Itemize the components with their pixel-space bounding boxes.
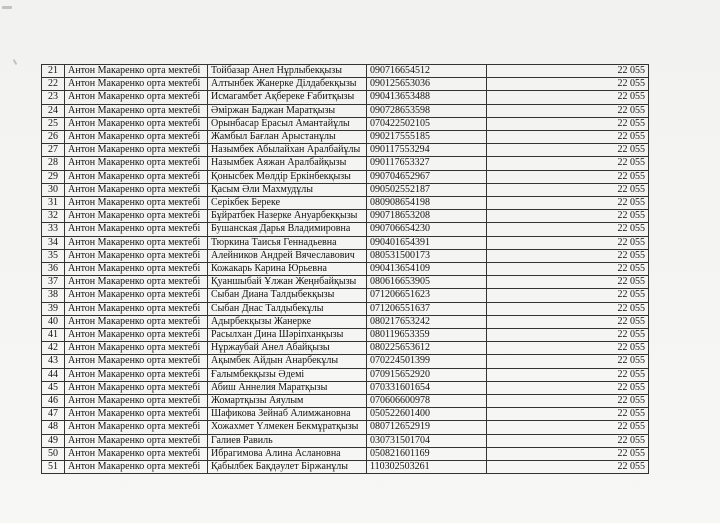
iin-cell: 070331601654 (367, 381, 487, 394)
student-name-cell: Жамбыл Бағлан Арыстанұлы (208, 131, 367, 144)
iin-cell: 080119653359 (367, 329, 487, 342)
iin-cell: 090718653208 (367, 210, 487, 223)
row-number: 50 (42, 447, 65, 460)
student-name-cell: Қонысбек Мөлдір Еркінбекқызы (208, 170, 367, 183)
school-cell: Антон Макаренко орта мектебі (65, 183, 208, 196)
iin-cell: 090413654109 (367, 263, 487, 276)
iin-cell: 080908654198 (367, 197, 487, 210)
table-row (42, 276, 649, 289)
table-row (42, 236, 649, 249)
school-cell: Антон Макаренко орта мектебі (65, 461, 208, 474)
school-cell: Антон Макаренко орта мектебі (65, 408, 208, 421)
score-cell: 22 055 (487, 210, 649, 223)
row-number: 25 (42, 117, 65, 130)
student-name-cell: Орынбасар Ерасыл Амантайұлы (208, 117, 367, 130)
student-name-cell: Адырбекқызы Жанерке (208, 315, 367, 328)
student-name-cell: Алтынбек Жанерке Ділдабекқызы (208, 78, 367, 91)
table-row (42, 157, 649, 170)
table-row (42, 329, 649, 342)
table-row (42, 447, 649, 460)
school-cell: Антон Макаренко орта мектебі (65, 157, 208, 170)
iin-cell: 090125653036 (367, 78, 487, 91)
score-cell: 22 055 (487, 249, 649, 262)
table-row (42, 315, 649, 328)
student-name-cell: Бушанская Дарья Владимировна (208, 223, 367, 236)
school-cell: Антон Макаренко орта мектебі (65, 91, 208, 104)
school-cell: Антон Макаренко орта мектебі (65, 381, 208, 394)
student-name-cell: Шафикова Зейнаб Алимжановна (208, 408, 367, 421)
school-cell: Антон Макаренко орта мектебі (65, 302, 208, 315)
table-row (42, 117, 649, 130)
score-cell: 22 055 (487, 395, 649, 408)
school-cell: Антон Макаренко орта мектебі (65, 263, 208, 276)
row-number: 40 (42, 315, 65, 328)
table-row (42, 381, 649, 394)
school-cell: Антон Макаренко орта мектебі (65, 355, 208, 368)
school-cell: Антон Макаренко орта мектебі (65, 289, 208, 302)
iin-cell: 070422502105 (367, 117, 487, 130)
score-cell: 22 055 (487, 434, 649, 447)
school-cell: Антон Макаренко орта мектебі (65, 144, 208, 157)
score-cell: 22 055 (487, 276, 649, 289)
score-cell: 22 055 (487, 329, 649, 342)
row-number: 48 (42, 421, 65, 434)
school-cell: Антон Макаренко орта мектебі (65, 447, 208, 460)
student-name-cell: Кожакарь Карина Юрьевна (208, 263, 367, 276)
student-name-cell: Исмагамбет Ақбереке Ғабитқызы (208, 91, 367, 104)
row-number: 47 (42, 408, 65, 421)
row-number: 45 (42, 381, 65, 394)
score-cell: 22 055 (487, 157, 649, 170)
row-number: 24 (42, 104, 65, 117)
student-roster-table (41, 64, 649, 474)
iin-cell: 070224501399 (367, 355, 487, 368)
row-number: 26 (42, 131, 65, 144)
iin-cell: 070606600978 (367, 395, 487, 408)
iin-cell: 110302503261 (367, 461, 487, 474)
school-cell: Антон Макаренко орта мектебі (65, 421, 208, 434)
student-name-cell: Ибрагимова Алина Аслановна (208, 447, 367, 460)
row-number: 27 (42, 144, 65, 157)
row-number: 36 (42, 263, 65, 276)
iin-cell: 090117553294 (367, 144, 487, 157)
score-cell: 22 055 (487, 91, 649, 104)
table-row (42, 78, 649, 91)
iin-cell: 050522601400 (367, 408, 487, 421)
row-number: 49 (42, 434, 65, 447)
score-cell: 22 055 (487, 408, 649, 421)
school-cell: Антон Макаренко орта мектебі (65, 395, 208, 408)
table-row (42, 104, 649, 117)
score-cell: 22 055 (487, 117, 649, 130)
iin-cell: 080217653242 (367, 315, 487, 328)
school-cell: Антон Макаренко орта мектебі (65, 276, 208, 289)
school-cell: Антон Макаренко орта мектебі (65, 315, 208, 328)
row-number: 30 (42, 183, 65, 196)
score-cell: 22 055 (487, 461, 649, 474)
student-name-cell: Тюркина Таисья Геннадьевна (208, 236, 367, 249)
table-row (42, 355, 649, 368)
row-number: 38 (42, 289, 65, 302)
iin-cell: 090401654391 (367, 236, 487, 249)
student-name-cell: Қабылбек Бақдәулет Біржанұлы (208, 461, 367, 474)
table-row (42, 131, 649, 144)
table-row (42, 210, 649, 223)
score-cell: 22 055 (487, 421, 649, 434)
school-cell: Антон Макаренко орта мектебі (65, 329, 208, 342)
iin-cell: 090728653598 (367, 104, 487, 117)
school-cell: Антон Макаренко орта мектебі (65, 434, 208, 447)
score-cell: 22 055 (487, 368, 649, 381)
student-name-cell: Сыбан Днас Талдыбекұлы (208, 302, 367, 315)
student-name-cell: Жомартқызы Аяулым (208, 395, 367, 408)
iin-cell: 090706654230 (367, 223, 487, 236)
row-number: 31 (42, 197, 65, 210)
iin-cell: 090716654512 (367, 65, 487, 78)
iin-cell: 071206551637 (367, 302, 487, 315)
scan-mark (13, 59, 18, 65)
iin-cell: 071206651623 (367, 289, 487, 302)
row-number: 28 (42, 157, 65, 170)
table-row (42, 342, 649, 355)
student-name-cell: Назымбек Аяжан Аралбайқызы (208, 157, 367, 170)
row-number: 22 (42, 78, 65, 91)
table-row (42, 302, 649, 315)
iin-cell: 090413653488 (367, 91, 487, 104)
row-number: 39 (42, 302, 65, 315)
iin-cell: 080616653905 (367, 276, 487, 289)
table-row (42, 461, 649, 474)
score-cell: 22 055 (487, 183, 649, 196)
student-name-cell: Алейников Андрей Вячеславович (208, 249, 367, 262)
school-cell: Антон Макаренко орта мектебі (65, 210, 208, 223)
school-cell: Антон Макаренко орта мектебі (65, 249, 208, 262)
iin-cell: 080712652919 (367, 421, 487, 434)
score-cell: 22 055 (487, 381, 649, 394)
row-number: 44 (42, 368, 65, 381)
table-row (42, 421, 649, 434)
scan-mark (2, 6, 12, 9)
table-row (42, 183, 649, 196)
student-name-cell: Тойбазар Анел Нұрлыбекқызы (208, 65, 367, 78)
table-row (42, 408, 649, 421)
score-cell: 22 055 (487, 263, 649, 276)
row-number: 29 (42, 170, 65, 183)
iin-cell: 090217555185 (367, 131, 487, 144)
row-number: 41 (42, 329, 65, 342)
school-cell: Антон Макаренко орта мектебі (65, 104, 208, 117)
student-name-cell: Хожахмет Үлмекен Бекмұратқызы (208, 421, 367, 434)
school-cell: Антон Макаренко орта мектебі (65, 78, 208, 91)
student-name-cell: Расылхан Дина Шәріпханқызы (208, 329, 367, 342)
row-number: 43 (42, 355, 65, 368)
student-name-cell: Серікбек Береке (208, 197, 367, 210)
score-cell: 22 055 (487, 447, 649, 460)
table-row (42, 289, 649, 302)
table-row (42, 144, 649, 157)
iin-cell: 070915652920 (367, 368, 487, 381)
score-cell: 22 055 (487, 144, 649, 157)
school-cell: Антон Макаренко орта мектебі (65, 170, 208, 183)
student-name-cell: Ғалымбекқызы Әдемі (208, 368, 367, 381)
school-cell: Антон Макаренко орта мектебі (65, 223, 208, 236)
iin-cell: 090704652967 (367, 170, 487, 183)
student-name-cell: Нұржаубай Анел Абайқызы (208, 342, 367, 355)
iin-cell: 050821601169 (367, 447, 487, 460)
table-row (42, 197, 649, 210)
roster-body (42, 65, 649, 474)
school-cell: Антон Макаренко орта мектебі (65, 131, 208, 144)
row-number: 23 (42, 91, 65, 104)
school-cell: Антон Макаренко орта мектебі (65, 236, 208, 249)
row-number: 46 (42, 395, 65, 408)
student-name-cell: Галиев Равиль (208, 434, 367, 447)
table-row (42, 395, 649, 408)
score-cell: 22 055 (487, 342, 649, 355)
table-row (42, 434, 649, 447)
student-name-cell: Ақымбек Айдын Анарбекұлы (208, 355, 367, 368)
table-row (42, 170, 649, 183)
score-cell: 22 055 (487, 78, 649, 91)
student-name-cell: Қасым Әли Махмудұлы (208, 183, 367, 196)
score-cell: 22 055 (487, 131, 649, 144)
score-cell: 22 055 (487, 302, 649, 315)
table-row (42, 223, 649, 236)
score-cell: 22 055 (487, 223, 649, 236)
student-name-cell: Бұйратбек Назерке Ануарбекқызы (208, 210, 367, 223)
row-number: 51 (42, 461, 65, 474)
table-row (42, 91, 649, 104)
school-cell: Антон Макаренко орта мектебі (65, 342, 208, 355)
student-name-cell: Сыбан Диана Талдыбекқызы (208, 289, 367, 302)
row-number: 33 (42, 223, 65, 236)
score-cell: 22 055 (487, 236, 649, 249)
school-cell: Антон Макаренко орта мектебі (65, 65, 208, 78)
row-number: 34 (42, 236, 65, 249)
score-cell: 22 055 (487, 289, 649, 302)
row-number: 35 (42, 249, 65, 262)
student-name-cell: Әміржан Баджан Маратқызы (208, 104, 367, 117)
row-number: 42 (42, 342, 65, 355)
iin-cell: 090117653327 (367, 157, 487, 170)
student-name-cell: Назымбек Абылайхан Аралбайұлы (208, 144, 367, 157)
score-cell: 22 055 (487, 355, 649, 368)
school-cell: Антон Макаренко орта мектебі (65, 117, 208, 130)
table-row (42, 368, 649, 381)
table-row (42, 249, 649, 262)
row-number: 21 (42, 65, 65, 78)
score-cell: 22 055 (487, 65, 649, 78)
row-number: 32 (42, 210, 65, 223)
score-cell: 22 055 (487, 315, 649, 328)
school-cell: Антон Макаренко орта мектебі (65, 368, 208, 381)
score-cell: 22 055 (487, 104, 649, 117)
school-cell: Антон Макаренко орта мектебі (65, 197, 208, 210)
table-row (42, 65, 649, 78)
score-cell: 22 055 (487, 197, 649, 210)
table-row (42, 263, 649, 276)
iin-cell: 080225653612 (367, 342, 487, 355)
student-name-cell: Қуаншыбай Ұлжан Жеңнбайқызы (208, 276, 367, 289)
iin-cell: 090502552187 (367, 183, 487, 196)
iin-cell: 080531500173 (367, 249, 487, 262)
row-number: 37 (42, 276, 65, 289)
iin-cell: 030731501704 (367, 434, 487, 447)
student-name-cell: Абиш Аннелия Маратқызы (208, 381, 367, 394)
score-cell: 22 055 (487, 170, 649, 183)
